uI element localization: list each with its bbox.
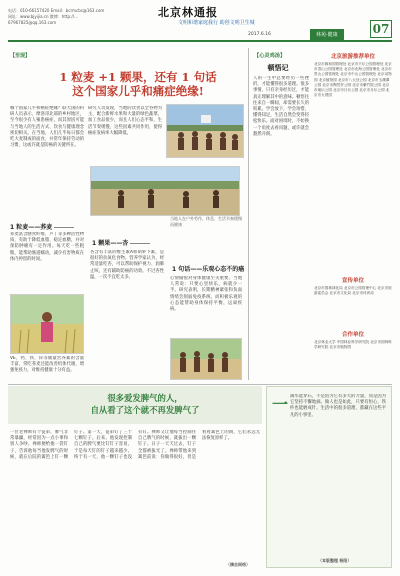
right-section-head: 【心灵鸡汤】 bbox=[254, 53, 286, 59]
subhead-attitude bbox=[172, 264, 244, 273]
attitude-text: 心情愉悦对身体健康至关重要。当地人常说：只要心里快乐，病就少一半。研究表明，长期精神紧张和负面情绪会削弱免疫系统，而积极乐观的心态能帮助身体保持平衡，远离疾病。 bbox=[170, 276, 242, 313]
photo-field-worker bbox=[10, 294, 84, 354]
right-story-text: 人的一生中总要经历一些挫折，才能懂得很多道理。很多事情，只有亲身经历过，才能真正理解其中的意味。顿悟往往来自一瞬间，却需要长久的积累。学会放下，学会珍惜，懂得知足，生活自然会变得轻松快乐。面对困境时，不妨换一个角度去看问题，或许就会豁然开朗。 bbox=[253, 76, 309, 137]
section-divider bbox=[8, 384, 392, 385]
bottom-headline-line: 很多爱发脾气的人， bbox=[107, 393, 183, 403]
contact-line: 网址：www.bjyijia.cn 微博：http://... 67967825@qq.163.com bbox=[8, 14, 78, 25]
right-story-title: 顿悟记 bbox=[267, 63, 289, 72]
sidebar-text: 滴水能穿石，不是因为它有多大的力量，而是因为它坚持不懈地滴。做人也是如此，只要有恒心，铁杵也能磨成针。生活中的很多道理，都藏在这些平凡的小事里。 bbox=[290, 394, 386, 418]
bottom-story-text: 一位老禅师有个徒弟，脾气非常暴躁，经常因为一点小事和别人争吵。禅师便给他一袋钉子，告诉他每当他发脾气的时候，就在后院的篱笆上钉一颗钉子。第一天，徒弟钉了三十七颗钉子。后来，他发现控制自己的脾气要比钉钉子容易，于是每天钉的钉子越来越少。终于有一天，他一颗钉子也没有钉。禅师又让他每当控制住自己脾气的时候，就拔出一颗钉子。日子一天天过去，钉子全都被拔光了。禅师带他来到篱笆前说：你做得很好，但是看看篱笆上的洞，它们永远无法恢复原样了。 bbox=[10, 430, 260, 460]
apricot-text: 杏含有丰富的维生素A和胡萝卜素，是很好的抗氧化食物。营养学家认为，经常适量吃杏，可以帮助保护视力、润肺止咳，还有辅助防癌的功效。不过杏性温，一次不宜吃太多。 bbox=[90, 250, 164, 280]
subhead-rule bbox=[130, 243, 150, 244]
field-worker-illustration bbox=[11, 295, 84, 354]
subhead-apricot-text: 1 颗果——杏 bbox=[92, 240, 129, 247]
main-col-2: 研究人员发现，当地的饮食以全谷物为主，配合新鲜水果和大量的绿色蔬菜，加工食品很少，而且人们心态平和，生活节奏缓慢，这些因素共同作用，使得癌症发病率大幅降低。 bbox=[88, 106, 162, 136]
subhead-buckwheat-text: 1 粒麦——荞麦 bbox=[10, 224, 53, 231]
headline-line: 这个国家儿乎和痛症绝缘! bbox=[72, 84, 204, 98]
photo-village-walk bbox=[90, 166, 240, 216]
photo-caption: 当地人在户外劳作、休息，生活节奏缓慢而健康 bbox=[170, 216, 242, 227]
subhead-buckwheat bbox=[10, 222, 74, 231]
ad-head-partners: 合作单位 bbox=[341, 332, 364, 338]
sidebar-drop-cap: 一 bbox=[272, 395, 289, 414]
newspaper-name: 北京林通报 bbox=[158, 6, 218, 19]
column-divider bbox=[248, 48, 249, 380]
bottom-headline-line: 自从看了这个就不再发脾气了 bbox=[90, 405, 200, 415]
main-col-3: VE、钙、铁、锌等微量营养素的含量丰富，常吃荞麦还能改善机体代谢，增强免疫力，对维持健康十分有益。 bbox=[10, 356, 84, 374]
issue-date: 2017.6.16 bbox=[248, 32, 271, 37]
village-walk-illustration bbox=[91, 167, 240, 216]
headline-line: 1 粒麦 +1 颗果，还有 1 句话 bbox=[59, 70, 217, 84]
section-label: 林苑·健康 bbox=[310, 29, 344, 40]
main-story-tag: 【至现】 bbox=[10, 53, 31, 59]
buckwheat-text: 荞麦富含膳食纤维、芦丁等多种活性物质，有助于降低血脂、稳定血糖，并对预防肿瘤有一定作用。每天吃一些粗粮，能帮助肠道蠕动，减少有害物质在体内停留的时间。 bbox=[10, 232, 84, 262]
photo-family bbox=[170, 338, 242, 380]
bottom-headline bbox=[30, 392, 260, 416]
bottom-source: （摘自网络） bbox=[226, 562, 250, 567]
subhead-apricot bbox=[92, 238, 150, 247]
main-headline bbox=[38, 70, 238, 98]
sidebar-source: （本版整理 杨阳） bbox=[318, 558, 352, 563]
ad-list-tourism: 北京市颐和园管理处 北京市天坛公园管理处 北京市香山公园管理处 北京市北海公园管理处 北京市景山公园管理处 北京市中山公园管理处 北京动物园 北京植物园 北京市八大处公园 北京市玉渊潭公园 北京市陶然亭公园 北京市紫竹院公园 北京市地坛公园 北京市日坛公园 北京市月坛公园 北京市大观园 bbox=[314, 62, 392, 98]
masthead-slogan: 文明和谐家庭我行 助创文明卫生城 bbox=[178, 20, 255, 26]
ad-head-tourism: 北京旅游推荐单位 bbox=[330, 54, 375, 60]
ad-head-promotion: 宣传单位 bbox=[341, 278, 364, 284]
main-col-1: 哪个国家几乎和癌症绝缘？联大国的科研人员表示，摩洛哥北部的乡村地区，至今很少有人罹患癌症，而其原因可能与当地人的生活方式、饮食与健康理念密切相关。在当地，人们几乎每日都会吃大麦制成的面食，并常年保持劳动的习惯，这或许就是防癌的关键所在。 bbox=[10, 106, 84, 149]
photo-group-people bbox=[166, 104, 244, 158]
masthead-contact bbox=[8, 8, 118, 26]
family-illustration bbox=[171, 339, 242, 380]
ad-list-partners: 北京林业大学 中国林业科学研究院 北京市园林科学研究院 北京市植物园 bbox=[314, 340, 392, 350]
group-people-illustration bbox=[167, 105, 244, 158]
masthead bbox=[8, 4, 392, 42]
ad-list-promotion: 北京市园林绿化局 北京市公园管理中心 北京市旅游委员会 北京市文化局 北京市体育局 bbox=[314, 286, 392, 296]
page-number: 07 bbox=[370, 20, 392, 38]
subhead-attitude-text: 1 句话——乐观心态不的癌 bbox=[172, 266, 245, 273]
contact-line: 电话：010-66157420 Email：bcrmcbs@163.com bbox=[8, 8, 105, 13]
subhead-rule bbox=[54, 227, 74, 228]
